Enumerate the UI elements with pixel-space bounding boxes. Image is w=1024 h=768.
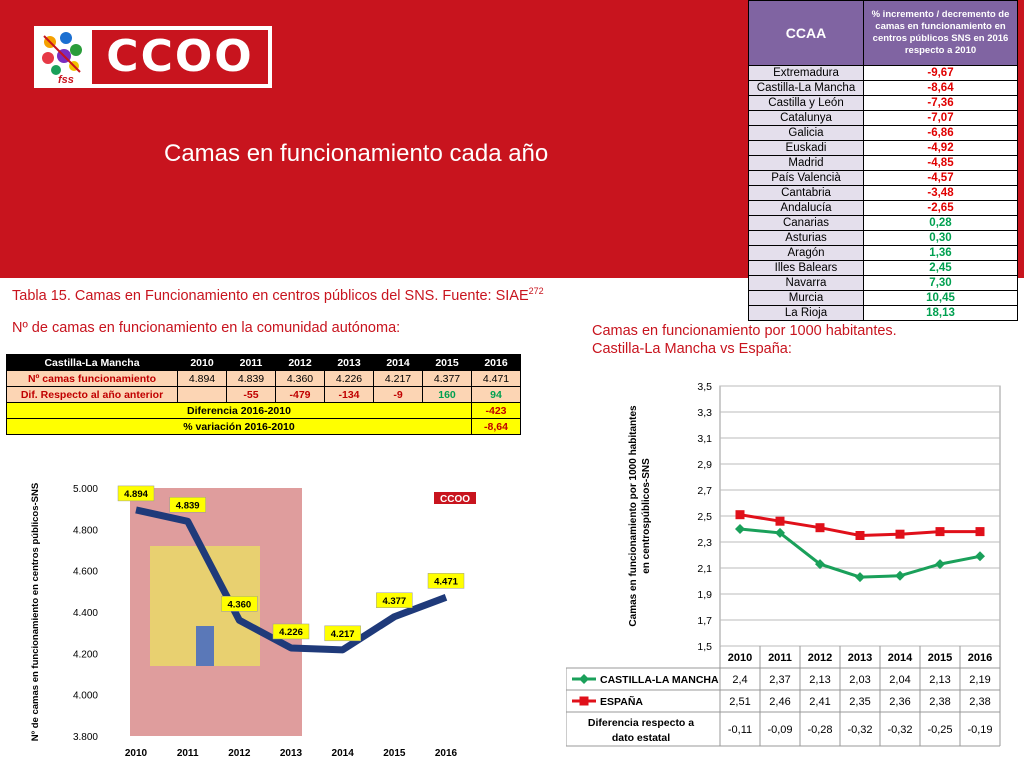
ccaa-value: -8,64 (864, 81, 1018, 96)
x-tick-label: 2014 (331, 748, 354, 759)
table-cell: 94 (472, 387, 521, 403)
table-cell: 2,03 (849, 674, 871, 686)
ccaa-value: -7,07 (864, 111, 1018, 126)
table-row (749, 291, 1018, 306)
y-tick-label: 3.800 (72, 732, 98, 743)
per-1000-title: Camas en funcionamiento por 1000 habitantes. Castilla-La Mancha vs España: (592, 323, 897, 357)
ccaa-value: 18,13 (864, 306, 1018, 321)
y-tick-label: 1,7 (697, 615, 712, 627)
ccaa-value: 7,30 (864, 276, 1018, 291)
y-tick-label: 4.000 (72, 690, 98, 702)
ccaa-name: Murcia (749, 291, 864, 306)
table-row (749, 276, 1018, 291)
ccaa-value: -7,36 (864, 96, 1018, 111)
y-axis-label: Nº de camas en funcionamiento en centros públicos-SNS (30, 482, 41, 742)
table-cell: 4.226 (325, 371, 374, 387)
table-row (749, 126, 1018, 141)
ccaa-value: 0,30 (864, 231, 1018, 246)
table-cell: 2,35 (849, 696, 871, 708)
table-cell: 4.471 (472, 371, 521, 387)
y-tick-label: 4.800 (72, 525, 98, 537)
table-row (749, 231, 1018, 246)
table-cell: -0,09 (767, 724, 793, 736)
x-tick-label: 2012 (228, 748, 251, 759)
ccaa-name: Asturias (749, 231, 864, 246)
ccaa-value: -4,85 (864, 156, 1018, 171)
year-header: 2013 (325, 355, 374, 371)
data-point (936, 527, 945, 536)
table-cell: -55 (227, 387, 276, 403)
y-tick-label: 4.400 (72, 608, 98, 619)
year-header: 2016 (472, 355, 521, 371)
y-tick-label: 3,5 (697, 381, 712, 393)
castle-door (196, 626, 214, 666)
row-label: Nº camas funcionamiento (7, 371, 178, 387)
row-label: % variación 2016-2010 (7, 419, 472, 435)
ccoo-wordmark: CCOO (92, 30, 268, 84)
region-header: Castilla-La Mancha (7, 355, 178, 371)
x-tick-label: 2012 (807, 652, 833, 664)
per-1000-chart (566, 372, 1004, 748)
table-cell: 2,51 (729, 696, 751, 708)
table-cell: -479 (276, 387, 325, 403)
y-tick-label: 2,3 (697, 537, 712, 549)
y-tick-label: 1,9 (697, 589, 712, 601)
ccaa-header[interactable]: CCAA (749, 1, 864, 66)
table15-title: Tabla 15. Camas en Funcionamiento en centros públicos del SNS. Fuente: SIAE$^{272}$ (12, 286, 544, 304)
ccaa-value: -4,92 (864, 141, 1018, 156)
table-row (749, 201, 1018, 216)
table15-subheading: Nº de camas en funcionamiento en la comunidad autónoma: (12, 320, 401, 336)
table-cell: -0,32 (847, 724, 873, 736)
ccaa-name: Cantabria (749, 186, 864, 201)
table-cell: 2,46 (769, 696, 791, 708)
page-title: Camas en funcionamiento cada año (164, 140, 549, 167)
table-cell: 4.377 (423, 371, 472, 387)
table-cell: -423 (472, 403, 521, 419)
table-cell: -134 (325, 387, 374, 403)
x-tick-label: 2014 (887, 652, 913, 664)
x-tick-label: 2015 (383, 748, 406, 759)
y-tick-label: 3,3 (697, 407, 712, 419)
year-header: 2014 (374, 355, 423, 371)
data-label: 4.471 (434, 576, 458, 588)
fss-label: fss (58, 74, 74, 86)
table-cell: 2,37 (769, 674, 791, 686)
data-point (816, 523, 825, 532)
table-row (749, 111, 1018, 126)
data-label: 4.217 (330, 628, 355, 640)
ccoo-logo (34, 26, 272, 88)
ccaa-name: Catalunya (749, 111, 864, 126)
table-cell: 2,13 (809, 674, 831, 686)
table-row (749, 96, 1018, 111)
table-cell: -0,25 (927, 724, 953, 736)
clm-beds-table (6, 354, 521, 435)
x-tick-label: 2015 (927, 652, 953, 664)
y-tick-label: 1,5 (697, 641, 712, 653)
legend-label: CASTILLA-LA MANCHA (600, 674, 719, 686)
table-cell (178, 387, 227, 403)
table-cell: -0,19 (967, 724, 993, 736)
ccaa-value: -4,57 (864, 171, 1018, 186)
data-point (776, 517, 785, 526)
year-header: 2012 (276, 355, 325, 371)
x-tick-label: 2016 (967, 652, 993, 664)
table-row (749, 156, 1018, 171)
table-cell: 2,38 (969, 696, 991, 708)
table-cell: 4.894 (178, 371, 227, 387)
table-cell: 4.839 (227, 371, 276, 387)
table-cell: -0,32 (887, 724, 913, 736)
y-tick-label: 3,1 (697, 433, 712, 445)
ccaa-name: Castilla-La Mancha (749, 81, 864, 96)
table-cell: 2,04 (889, 674, 911, 686)
data-label: 4.226 (279, 626, 303, 638)
table-cell: 2,38 (929, 696, 951, 708)
diff-row-label: Diferencia respecto a dato estatal (587, 717, 695, 744)
ccaa-name: Madrid (749, 156, 864, 171)
ccoo-small-logo-text: CCOO (440, 494, 470, 505)
clm-beds-chart (20, 476, 500, 766)
table-row (749, 141, 1018, 156)
table-row (749, 216, 1018, 231)
data-point (896, 530, 905, 539)
data-label: 4.894 (124, 488, 148, 500)
ccaa-name: Illes Balears (749, 261, 864, 276)
table-row (749, 186, 1018, 201)
ccaa-name: Aragón (749, 246, 864, 261)
data-label: 4.839 (175, 500, 200, 512)
ccaa-value: 2,45 (864, 261, 1018, 276)
ccaa-value: 0,28 (864, 216, 1018, 231)
ccaa-name: Galicia (749, 126, 864, 141)
y-tick-label: 4.600 (72, 566, 98, 578)
data-point (856, 531, 865, 540)
table-row (749, 66, 1018, 81)
ccaa-name: Euskadi (749, 141, 864, 156)
y-axis-label: Camas en funcionamiento por 1000 habitantes en centrospúblicos-SNS (628, 405, 652, 627)
ccaa-name: Navarra (749, 276, 864, 291)
table-cell: 2,19 (969, 674, 991, 686)
ccaa-ranking-table (748, 0, 1018, 321)
ccaa-name: Extremadura (749, 66, 864, 81)
table-cell: 160 (423, 387, 472, 403)
y-tick-label: 2,7 (697, 485, 712, 497)
data-point (976, 527, 985, 536)
y-tick-label: 2,5 (697, 511, 712, 523)
ccaa-name: La Rioja (749, 306, 864, 321)
legend-label: ESPAÑA (600, 696, 643, 708)
year-header: 2015 (423, 355, 472, 371)
x-tick-label: 2013 (279, 748, 303, 759)
x-tick-label: 2010 (124, 748, 148, 759)
pct-header[interactable]: % incremento / decremento de camas en funcionamiento en centros públicos SNS en 2016 respecto a 2010 (864, 1, 1018, 66)
x-tick-label: 2013 (847, 652, 873, 664)
year-header: 2011 (227, 355, 276, 371)
table-cell: 2,4 (732, 674, 748, 686)
x-tick-label: 2016 (434, 748, 458, 759)
table-cell: 4.217 (374, 371, 423, 387)
ccaa-name: Andalucía (749, 201, 864, 216)
table-row (749, 306, 1018, 321)
table-row (749, 246, 1018, 261)
y-tick-label: 5.000 (72, 484, 98, 495)
ccaa-name: Castilla y León (749, 96, 864, 111)
table-cell: -0,11 (727, 724, 753, 736)
data-point (736, 510, 745, 519)
table-cell: -0,28 (807, 724, 833, 736)
ccaa-name: País Valencià (749, 171, 864, 186)
table-cell: 2,36 (889, 696, 911, 708)
y-tick-label: 2,9 (697, 459, 712, 471)
ccaa-value: -6,86 (864, 126, 1018, 141)
data-label: 4.377 (382, 595, 407, 607)
x-tick-label: 2011 (768, 652, 792, 664)
table-row (749, 81, 1018, 96)
data-label: 4.360 (227, 599, 252, 611)
legend-marker (579, 674, 589, 684)
table-cell: 2,41 (809, 696, 831, 708)
table-cell: -9 (374, 387, 423, 403)
ccaa-value: -9,67 (864, 66, 1018, 81)
table-cell: 4.360 (276, 371, 325, 387)
table-row (749, 171, 1018, 186)
x-tick-label: 2010 (727, 652, 753, 664)
table-cell: 2,13 (929, 674, 951, 686)
table-cell: -8,64 (472, 419, 521, 435)
ccaa-value: -2,65 (864, 201, 1018, 216)
table-row (749, 261, 1018, 276)
row-label: Diferencia 2016-2010 (7, 403, 472, 419)
ccaa-value: 10,45 (864, 291, 1018, 306)
ccaa-value: 1,36 (864, 246, 1018, 261)
y-tick-label: 4.200 (72, 649, 98, 661)
year-header: 2010 (178, 355, 227, 371)
ccaa-name: Canarias (749, 216, 864, 231)
legend-marker (580, 697, 589, 706)
y-tick-label: 2,1 (697, 563, 712, 575)
ccaa-value: -3,48 (864, 186, 1018, 201)
row-label: Dif. Respecto al año anterior (7, 387, 178, 403)
x-tick-label: 2011 (176, 748, 199, 759)
